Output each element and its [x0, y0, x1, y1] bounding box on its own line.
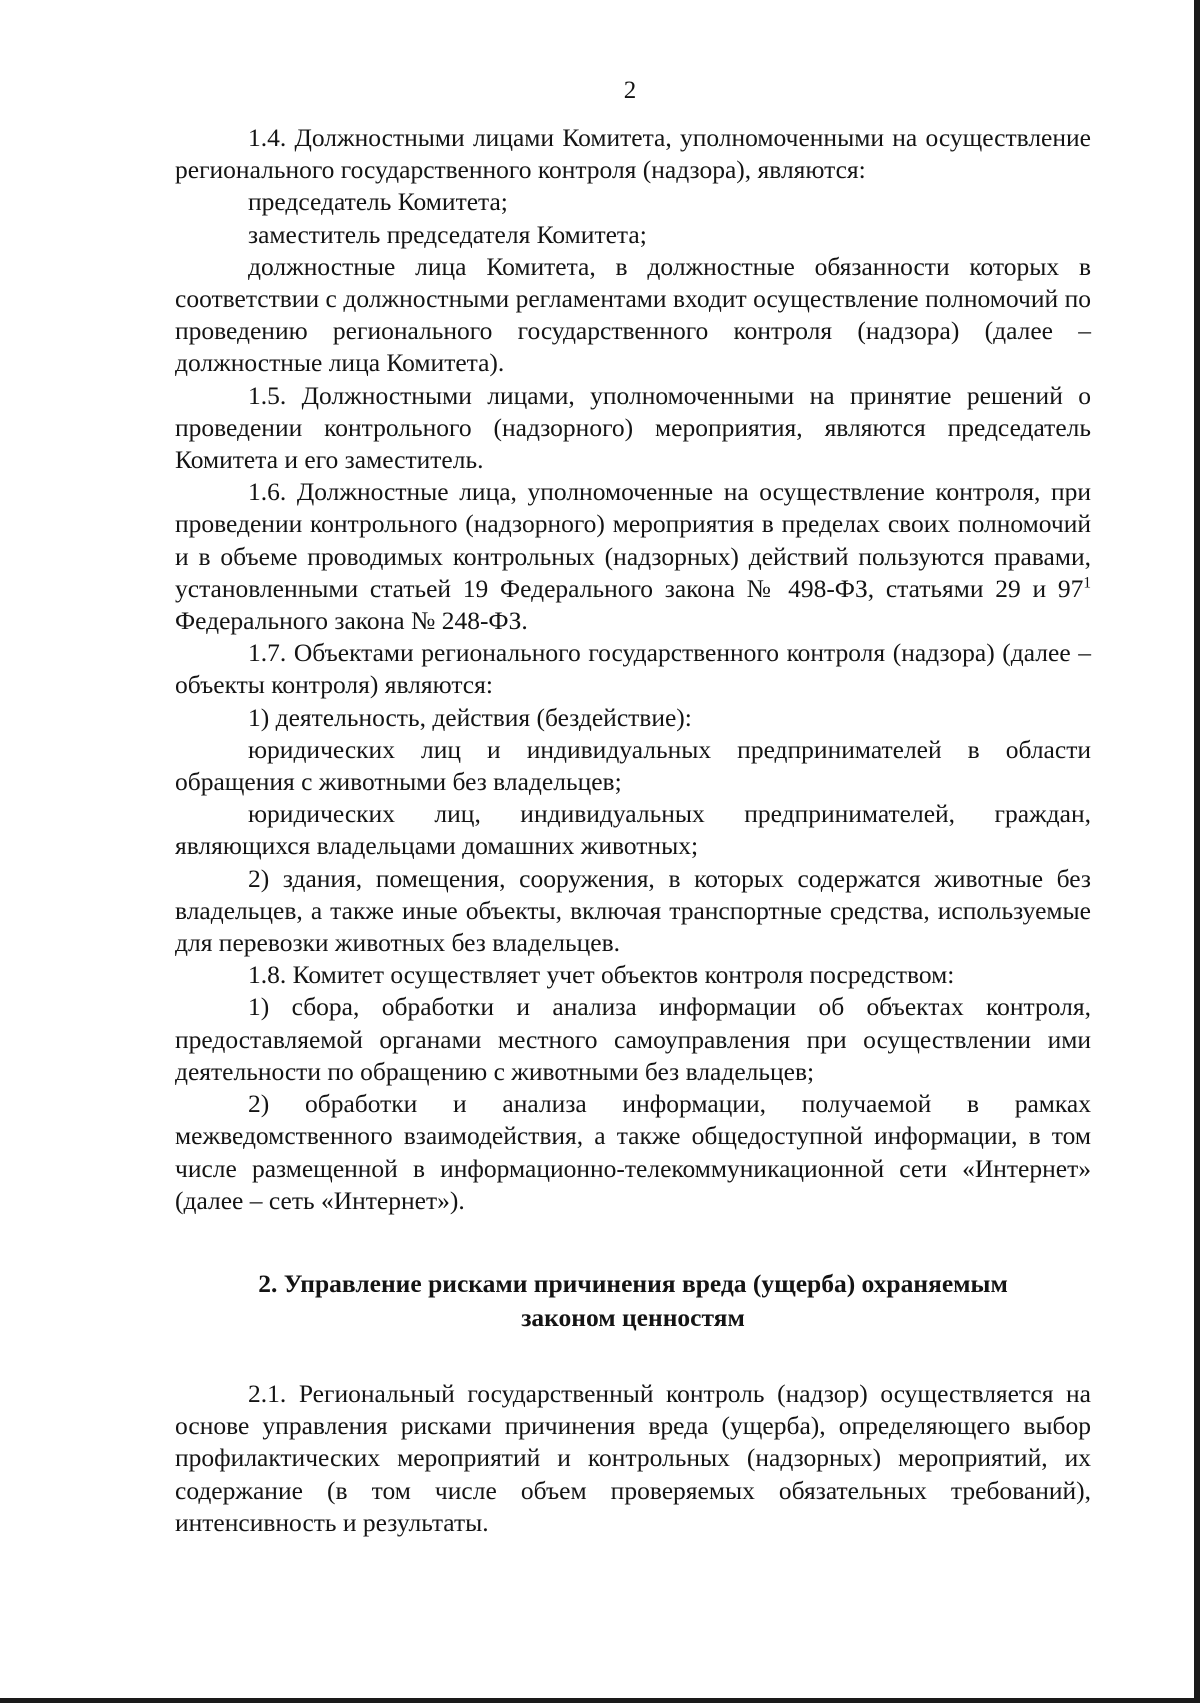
scan-edge-bottom — [0, 1698, 1200, 1703]
section-2-heading-line1: 2. Управление рисками причинения вреда (ущерба) охраняемым — [258, 1268, 1008, 1298]
list-item-buildings: 2) здания, помещения, сооружения, в которых содержатся животные без владельцев, а также иные объекты, включая транспортные средства, используемые для перевозки животных без владельцев. — [175, 863, 1091, 958]
paragraph-1-6 — [175, 476, 1091, 637]
list-item-owners: юридических лиц, индивидуальных предпринимателей, граждан, являющихся владельцами домашних животных; — [175, 799, 1091, 861]
list-item-officials: должностные лица Комитета, в должностные обязанности которых в соответствии с должностными регламентами входит осуществление полномочий по проведению регионального государственного контроля (надзора) (далее – должностные лица Комитета). — [175, 251, 1091, 378]
scan-edge-right — [1194, 0, 1200, 1703]
list-item-deputy: заместитель председателя Комитета; — [248, 219, 647, 249]
paragraph-1-5: 1.5. Должностными лицами, уполномоченными на принятие решений о проведении контрольного (надзорного) мероприятия, являются председатель Комитета и его заместитель. — [175, 380, 1091, 475]
list-item-activity: 1) деятельность, действия (бездействие): — [248, 702, 692, 732]
list-item-processing: 2) обработки и анализа информации, получаемой в рамках межведомственного взаимодействия, а также общедоступной информации, в том числе размещенной в информационно-телекоммуникационной сети «Интернет» (далее – сеть «Интернет»). — [175, 1089, 1091, 1215]
section-2-heading-line2: законом ценностям — [521, 1302, 745, 1332]
paragraph-1-6-text: 1.6. Должностные лица, уполномоченные на осуществление контроля, при проведении контрольного (надзорного) мероприятия в пределах своих полномочий и в объеме проводимых контрольных (надзорных) действий пользуются правами, установленными статьей 19 Федерального закона № 498-ФЗ, статьями 29 и 97 — [175, 477, 1091, 603]
superscript-footnote: 1 — [1083, 574, 1091, 592]
list-item-legal-entities: юридических лиц и индивидуальных предпринимателей в области обращения с животными без владельцев; — [175, 734, 1091, 797]
document-body — [175, 122, 1091, 1539]
paragraph-2-1: 2.1. Региональный государственный контроль (надзор) осуществляется на основе управления рисками причинения вреда (ущерба), определяющего выбор профилактических мероприятий и контрольных (надзорных) мероприятий, их содержание (в том числе объем проверяемых обязательных требований), интенсивность и результаты. — [175, 1378, 1091, 1537]
page-number: 2 — [623, 77, 637, 104]
paragraph-1-4: 1.4. Должностными лицами Комитета, уполномоченными на осуществление регионального государственного контроля (надзора), являются: — [175, 123, 1091, 185]
paragraph-1-7: 1.7. Объектами регионального государственного контроля (надзора) (далее – объекты контроля) являются: — [175, 638, 1091, 700]
list-item-collection: 1) сбора, обработки и анализа информации об объектах контроля, предоставляемой органами местного самоуправления при осуществлении ими деятельности по обращению с животными без владельцев; — [175, 992, 1091, 1086]
section-2-heading — [175, 1267, 1091, 1335]
list-item-chairman: председатель Комитета; — [248, 187, 508, 217]
paragraph-1-8: 1.8. Комитет осуществляет учет объектов контроля посредством: — [248, 960, 955, 990]
paragraph-1-6-tail: Федерального закона № 248-ФЗ. — [175, 606, 528, 636]
